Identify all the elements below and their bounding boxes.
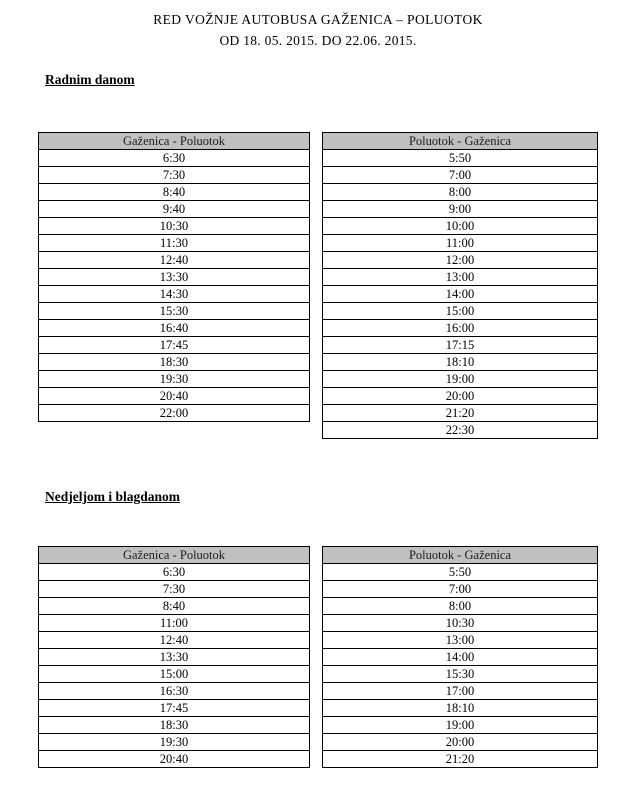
table-row xyxy=(323,734,598,751)
table-row xyxy=(39,683,310,700)
time-cell: 18:10 xyxy=(323,354,598,371)
time-cell: 7:00 xyxy=(323,581,598,598)
table-row xyxy=(39,354,310,371)
time-cell: 18:10 xyxy=(323,700,598,717)
timetable-body xyxy=(323,564,598,768)
table-row xyxy=(39,286,310,303)
table-row xyxy=(323,286,598,303)
table-row xyxy=(39,615,310,632)
table-row xyxy=(39,751,310,768)
time-cell: 9:00 xyxy=(323,201,598,218)
time-cell: 9:40 xyxy=(39,201,310,218)
table-row xyxy=(323,581,598,598)
time-cell: 15:00 xyxy=(323,303,598,320)
time-cell: 20:40 xyxy=(39,388,310,405)
time-cell: 7:30 xyxy=(39,167,310,184)
time-cell: 10:30 xyxy=(39,218,310,235)
table-row xyxy=(323,388,598,405)
timetable-body xyxy=(39,150,310,422)
table-row xyxy=(39,649,310,666)
time-cell: 8:40 xyxy=(39,598,310,615)
table-row xyxy=(323,201,598,218)
time-cell: 11:00 xyxy=(323,235,598,252)
timetable-body xyxy=(39,564,310,768)
table-row xyxy=(39,184,310,201)
table-row xyxy=(39,734,310,751)
page-title: RED VOŽNJE AUTOBUSA GAŽENICA – POLUOTOK xyxy=(153,12,483,27)
table-row xyxy=(39,167,310,184)
time-cell: 17:45 xyxy=(39,700,310,717)
table-row xyxy=(323,615,598,632)
time-cell: 18:30 xyxy=(39,354,310,371)
sundays-holidays-heading: Nedjeljom i blagdanom xyxy=(45,489,180,504)
table-row xyxy=(323,184,598,201)
table-row xyxy=(39,700,310,717)
time-cell: 16:00 xyxy=(323,320,598,337)
table-header-row xyxy=(39,133,310,150)
table-row xyxy=(323,405,598,422)
time-cell: 7:00 xyxy=(323,167,598,184)
table-row xyxy=(39,269,310,286)
time-cell: 8:00 xyxy=(323,598,598,615)
time-cell: 21:20 xyxy=(323,405,598,422)
table-row xyxy=(323,649,598,666)
sundays-holidays-tables xyxy=(38,546,598,768)
page-subtitle: OD 18. 05. 2015. DO 22.06. 2015. xyxy=(219,33,417,48)
time-cell: 14:00 xyxy=(323,286,598,303)
time-cell: 5:50 xyxy=(323,150,598,167)
time-cell: 13:30 xyxy=(39,649,310,666)
time-cell: 14:30 xyxy=(39,286,310,303)
time-cell: 5:50 xyxy=(323,564,598,581)
time-cell: 8:00 xyxy=(323,184,598,201)
weekdays-heading: Radnim danom xyxy=(45,72,135,87)
time-cell: 15:30 xyxy=(323,666,598,683)
time-cell: 18:30 xyxy=(39,717,310,734)
table-row xyxy=(39,666,310,683)
time-cell: 17:45 xyxy=(39,337,310,354)
table-row xyxy=(323,717,598,734)
table-row xyxy=(323,167,598,184)
table-row xyxy=(39,150,310,167)
table-row xyxy=(39,598,310,615)
table-row xyxy=(323,371,598,388)
time-cell: 22:00 xyxy=(39,405,310,422)
time-cell: 6:30 xyxy=(39,564,310,581)
table-header-row xyxy=(323,547,598,564)
time-cell: 12:40 xyxy=(39,252,310,269)
section-sundays-holidays xyxy=(38,439,598,768)
weekdays-tables xyxy=(38,132,598,439)
table-row xyxy=(39,337,310,354)
time-cell: 12:40 xyxy=(39,632,310,649)
table-row xyxy=(39,218,310,235)
time-cell: 13:00 xyxy=(323,269,598,286)
time-cell: 19:30 xyxy=(39,371,310,388)
sundays-poluotok-gazenica-table xyxy=(322,546,598,768)
time-cell: 22:30 xyxy=(323,422,598,439)
time-cell: 17:15 xyxy=(323,337,598,354)
time-cell: 10:30 xyxy=(323,615,598,632)
table-row xyxy=(323,303,598,320)
table-row xyxy=(323,235,598,252)
time-cell: 7:30 xyxy=(39,581,310,598)
time-cell: 13:00 xyxy=(323,632,598,649)
table-row xyxy=(39,388,310,405)
table-row xyxy=(323,320,598,337)
table-header-row xyxy=(323,133,598,150)
time-cell: 14:00 xyxy=(323,649,598,666)
time-cell: 20:00 xyxy=(323,734,598,751)
time-cell: 19:30 xyxy=(39,734,310,751)
section-weekdays xyxy=(38,49,598,439)
table-row xyxy=(39,564,310,581)
table-row xyxy=(323,700,598,717)
table-row xyxy=(39,581,310,598)
time-cell: 11:30 xyxy=(39,235,310,252)
table-header-row xyxy=(39,547,310,564)
table-row xyxy=(323,632,598,649)
column-header: Gaženica - Poluotok xyxy=(39,547,310,564)
time-cell: 16:40 xyxy=(39,320,310,337)
time-cell: 12:00 xyxy=(323,252,598,269)
time-cell: 13:30 xyxy=(39,269,310,286)
table-row xyxy=(39,201,310,218)
table-row xyxy=(323,564,598,581)
time-cell: 19:00 xyxy=(323,717,598,734)
table-row xyxy=(323,252,598,269)
time-cell: 20:40 xyxy=(39,751,310,768)
table-row xyxy=(39,235,310,252)
table-row xyxy=(323,354,598,371)
table-row xyxy=(39,252,310,269)
time-cell: 6:30 xyxy=(39,150,310,167)
time-cell: 20:00 xyxy=(323,388,598,405)
weekdays-gazenica-poluotok-table xyxy=(38,132,310,422)
column-header: Poluotok - Gaženica xyxy=(323,133,598,150)
table-row xyxy=(39,303,310,320)
table-row xyxy=(39,632,310,649)
time-cell: 16:30 xyxy=(39,683,310,700)
time-cell: 8:40 xyxy=(39,184,310,201)
weekdays-poluotok-gazenica-table xyxy=(322,132,598,439)
table-row xyxy=(323,683,598,700)
table-row xyxy=(323,751,598,768)
table-row xyxy=(323,422,598,439)
table-row xyxy=(39,717,310,734)
time-cell: 15:30 xyxy=(39,303,310,320)
timetable-body xyxy=(323,150,598,439)
column-header: Gaženica - Poluotok xyxy=(39,133,310,150)
time-cell: 15:00 xyxy=(39,666,310,683)
sundays-gazenica-poluotok-table xyxy=(38,546,310,768)
table-row xyxy=(39,371,310,388)
time-cell: 11:00 xyxy=(39,615,310,632)
table-row xyxy=(323,598,598,615)
column-header: Poluotok - Gaženica xyxy=(323,547,598,564)
table-row xyxy=(323,218,598,235)
time-cell: 17:00 xyxy=(323,683,598,700)
table-row xyxy=(323,150,598,167)
table-row xyxy=(39,405,310,422)
table-row xyxy=(39,320,310,337)
table-row xyxy=(323,269,598,286)
time-cell: 10:00 xyxy=(323,218,598,235)
time-cell: 19:00 xyxy=(323,371,598,388)
time-cell: 21:20 xyxy=(323,751,598,768)
table-row xyxy=(323,337,598,354)
table-row xyxy=(323,666,598,683)
